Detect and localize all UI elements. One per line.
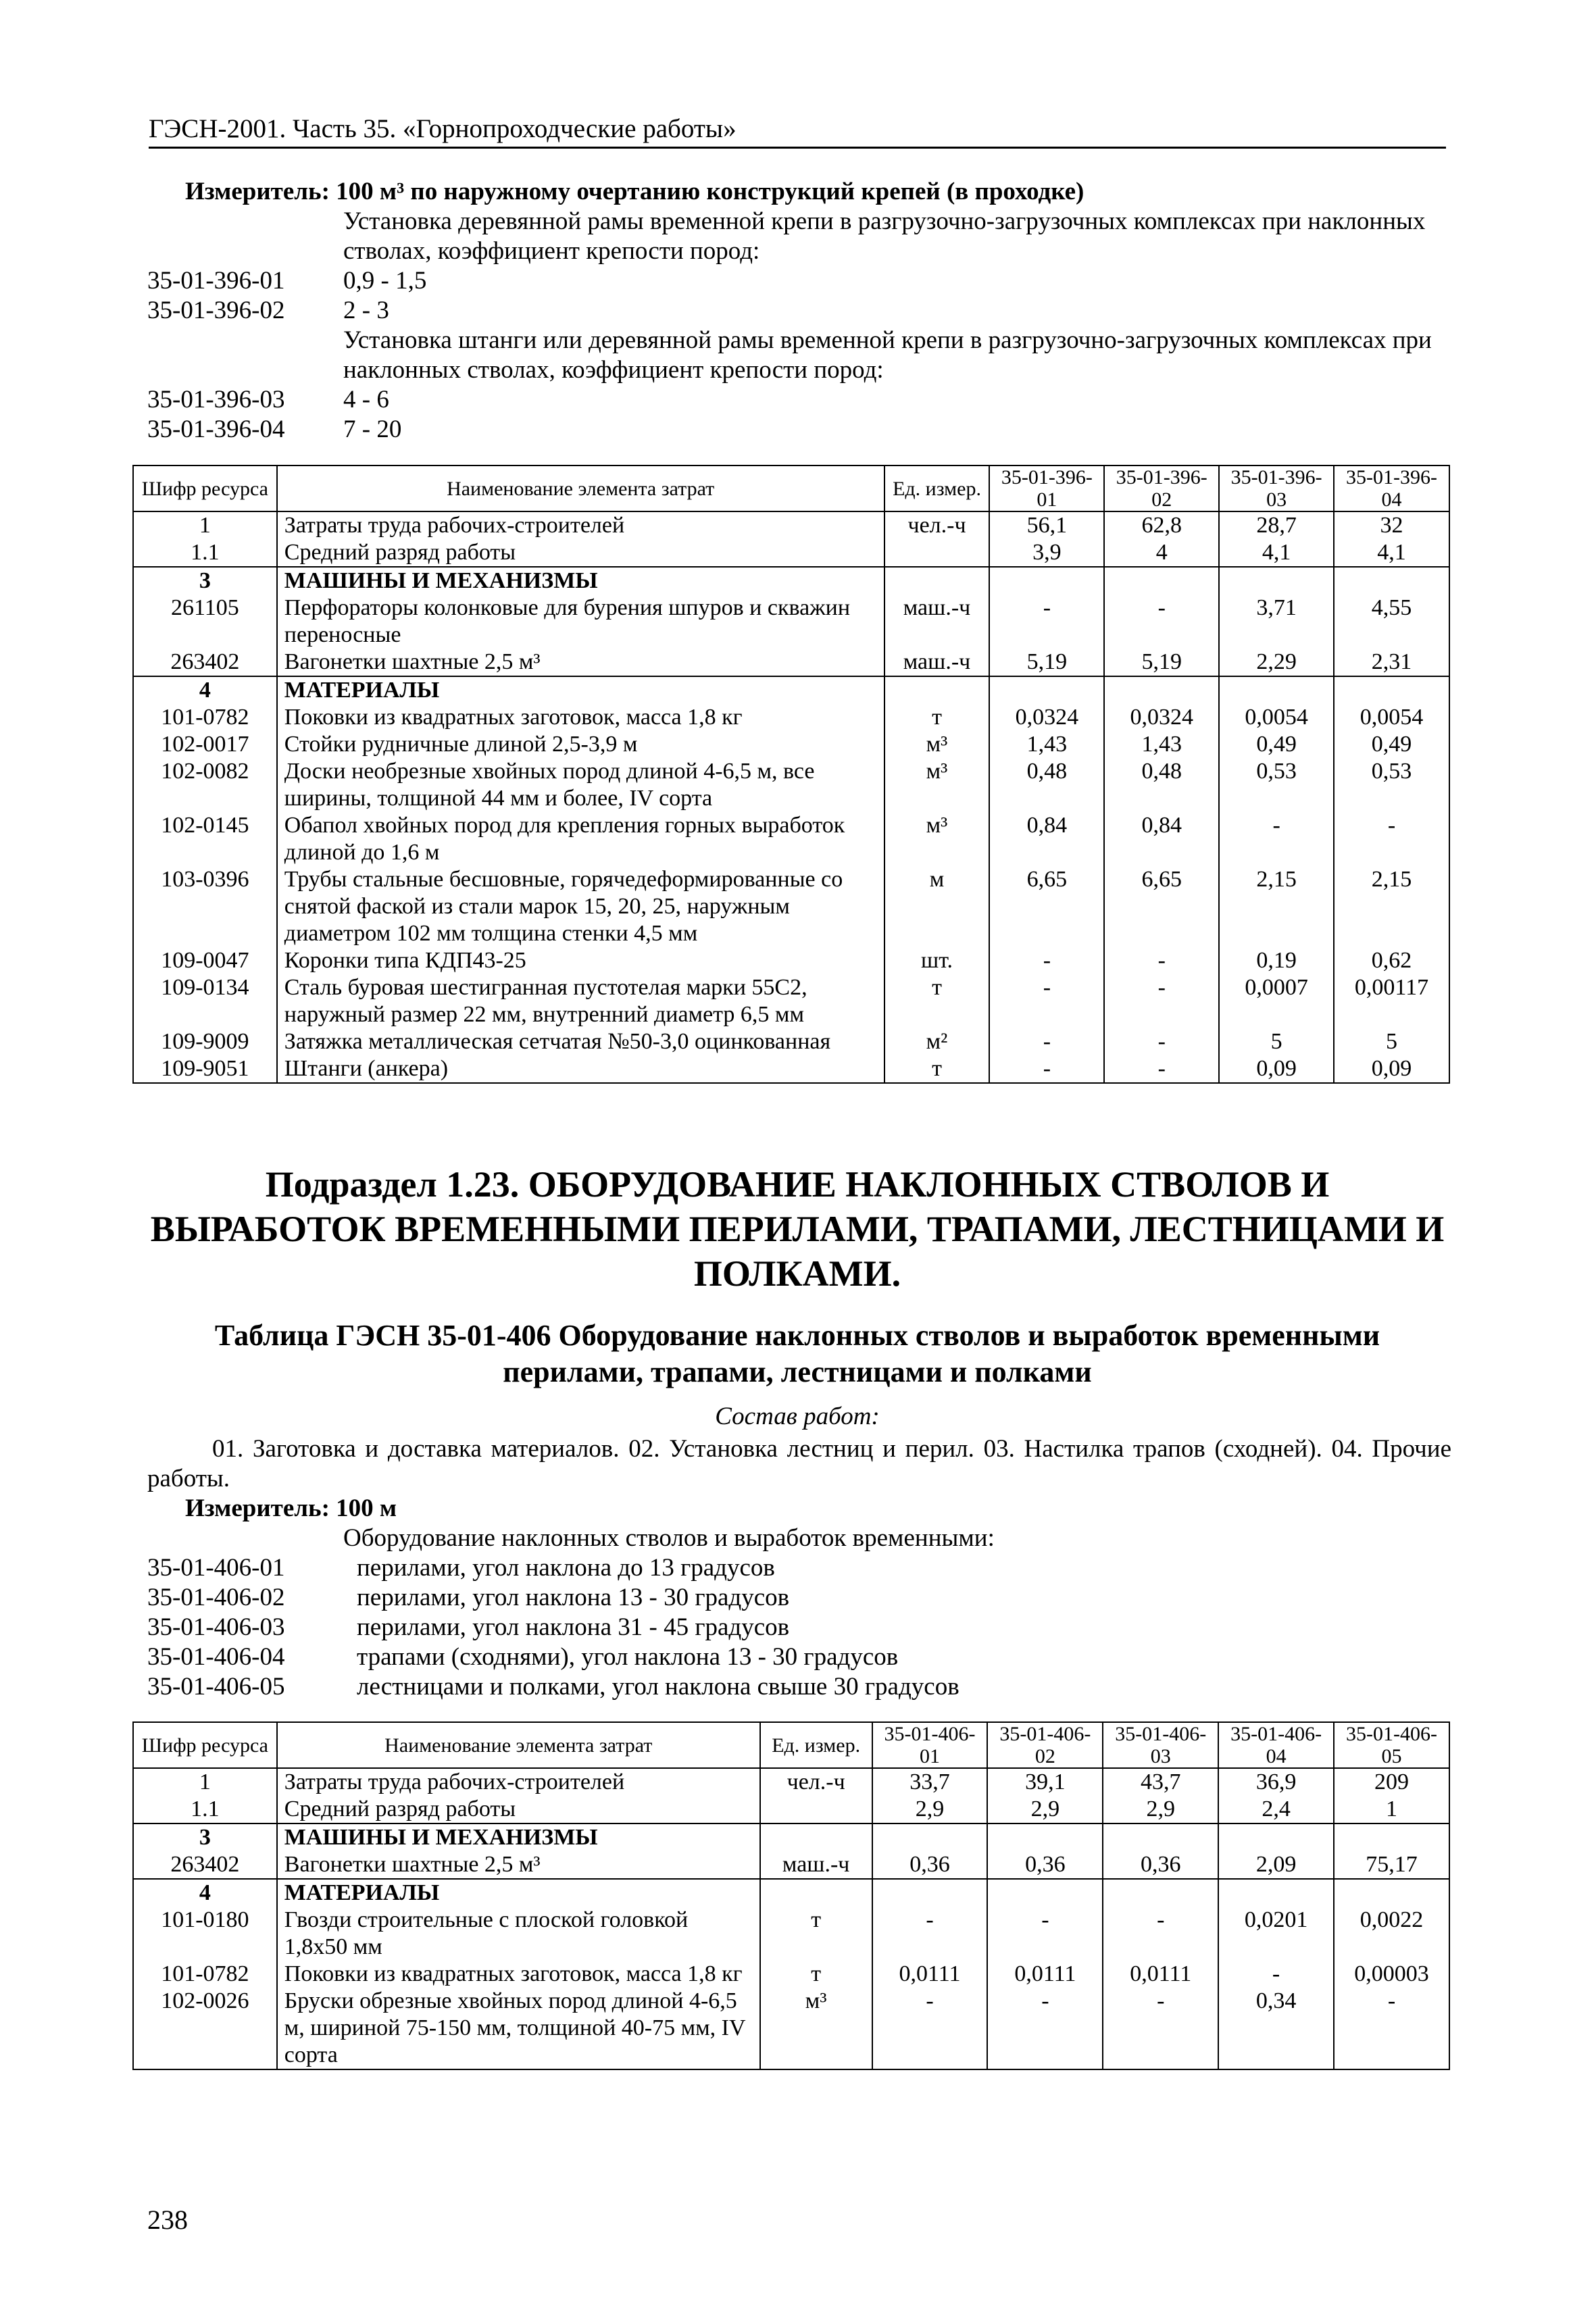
resource-code-cell: 3 xyxy=(133,1823,277,1851)
table-row xyxy=(133,1907,1449,1961)
unit-cell: т xyxy=(884,704,990,731)
code-list-item xyxy=(147,385,1451,415)
block2-rows xyxy=(147,1553,1451,1702)
value-cell: 2,9 xyxy=(872,1796,988,1823)
value-cell: 62,8 xyxy=(1104,511,1219,539)
resource-code-cell: 4 xyxy=(133,676,277,704)
unit-cell: м³ xyxy=(760,1988,872,2069)
cost-element-cell: Поковки из квадратных заготовок, масса 1,8 кг xyxy=(277,704,884,731)
norm-code: 35-01-406-01 xyxy=(147,1554,285,1582)
value-cell: 2,15 xyxy=(1334,866,1449,947)
code-list-item xyxy=(147,1553,1451,1583)
value-cell: 0,53 xyxy=(1334,758,1449,812)
unit-cell xyxy=(760,1823,872,1851)
cost-element-cell: Затраты труда рабочих-строителей xyxy=(277,1768,760,1796)
table-row xyxy=(133,1988,1449,2069)
unit-cell xyxy=(884,676,990,704)
value-cell: - xyxy=(1334,1988,1449,2069)
table-row xyxy=(133,1879,1449,1907)
table-row xyxy=(133,704,1449,731)
header-resource-code: Шифр ресурса xyxy=(133,1722,277,1768)
value-cell: 36,9 xyxy=(1218,1768,1334,1796)
unit-cell: чел.-ч xyxy=(760,1768,872,1796)
value-cell: 5 xyxy=(1219,1028,1334,1055)
unit-cell: м xyxy=(884,866,990,947)
table-row xyxy=(133,1028,1449,1055)
value-cell xyxy=(1104,676,1219,704)
norm-parameter: 2 - 3 xyxy=(343,297,389,324)
value-cell: - xyxy=(987,1907,1103,1961)
unit-cell: т xyxy=(884,974,990,1028)
value-cell xyxy=(987,1823,1103,1851)
table-title: Таблица ГЭСН 35-01-406 Оборудование наклонных стволов и выработок временными перилами, трапами, лестницами и полками xyxy=(214,1319,1380,1388)
value-cell xyxy=(1104,567,1219,595)
cost-element-cell: Затяжка металлическая сетчатая №50-3,0 оцинкованная xyxy=(277,1028,884,1055)
header-norm-column: 35-01-406-03 xyxy=(1103,1722,1218,1768)
unit-cell: м² xyxy=(884,1028,990,1055)
resource-code-cell: 1 xyxy=(133,1768,277,1796)
cost-element-cell: Стойки рудничные длиной 2,5-3,9 м xyxy=(277,731,884,758)
value-cell: - xyxy=(1104,1028,1219,1055)
unit-cell: маш.-ч xyxy=(760,1851,872,1879)
code-list-item xyxy=(147,266,1451,296)
value-cell xyxy=(1218,1879,1334,1907)
header-norm-column: 35-01-396-01 xyxy=(989,466,1104,511)
value-cell: 0,36 xyxy=(872,1851,988,1879)
norm-code: 35-01-406-04 xyxy=(147,1643,285,1671)
header-cost-element: Наименование элемента затрат xyxy=(277,466,884,511)
cost-element-cell: Средний разряд работы xyxy=(277,1796,760,1823)
code-list-item xyxy=(147,1672,1451,1702)
value-cell: 0,00003 xyxy=(1334,1961,1449,1988)
value-cell: 0,0111 xyxy=(1103,1961,1218,1988)
value-cell xyxy=(989,567,1104,595)
cost-element-cell: Затраты труда рабочих-строителей xyxy=(277,511,884,539)
value-cell: 56,1 xyxy=(989,511,1104,539)
value-cell: 1 xyxy=(1334,1796,1449,1823)
value-cell xyxy=(1218,1823,1334,1851)
value-cell xyxy=(1334,1879,1449,1907)
value-cell: 4,55 xyxy=(1334,595,1449,649)
works-composition-title: Состав работ: xyxy=(715,1403,880,1430)
table-row xyxy=(133,595,1449,649)
measure-unit-406: Измеритель: 100 м xyxy=(185,1494,397,1522)
value-cell: 0,49 xyxy=(1219,731,1334,758)
value-cell: - xyxy=(1104,974,1219,1028)
cost-element-cell: МАТЕРИАЛЫ xyxy=(277,1879,760,1907)
header-norm-column: 35-01-396-04 xyxy=(1334,466,1449,511)
value-cell: 0,19 xyxy=(1219,947,1334,974)
value-cell: 0,53 xyxy=(1219,758,1334,812)
norm-parameter: 0,9 - 1,5 xyxy=(343,267,427,295)
value-cell: - xyxy=(1104,1055,1219,1083)
value-cell: 0,36 xyxy=(1103,1851,1218,1879)
resource-code-cell: 263402 xyxy=(133,649,277,676)
page-number: 238 xyxy=(147,2205,188,2235)
header-cost-element: Наименование элемента затрат xyxy=(277,1722,760,1768)
value-cell: 0,00117 xyxy=(1334,974,1449,1028)
header-unit: Ед. измер. xyxy=(884,466,990,511)
value-cell: 0,49 xyxy=(1334,731,1449,758)
header-norm-column: 35-01-406-01 xyxy=(872,1722,988,1768)
value-cell xyxy=(987,1879,1103,1907)
value-cell: 5,19 xyxy=(989,649,1104,676)
cost-element-cell: МАШИНЫ И МЕХАНИЗМЫ xyxy=(277,1823,760,1851)
header-norm-column: 35-01-406-05 xyxy=(1334,1722,1449,1768)
value-cell xyxy=(1334,567,1449,595)
value-cell: 2,31 xyxy=(1334,649,1449,676)
works-composition-text: 01. Заготовка и доставка материалов. 02. Установка лестниц и перил. 03. Настилка трапов (сходней). 04. Прочие работы. xyxy=(147,1435,1451,1492)
value-cell xyxy=(989,676,1104,704)
group2-description: Установка штанги или деревянной рамы временной крепи в разгрузочно-загрузочных комплексах при наклонных стволах, коэффициент крепости пород: xyxy=(343,326,1432,384)
value-cell xyxy=(872,1879,988,1907)
value-cell: 0,09 xyxy=(1219,1055,1334,1083)
unit-cell: т xyxy=(884,1055,990,1083)
header-resource-code: Шифр ресурса xyxy=(133,466,277,511)
value-cell: 33,7 xyxy=(872,1768,988,1796)
resource-code-cell: 261105 xyxy=(133,595,277,649)
value-cell: - xyxy=(1334,812,1449,866)
value-cell: 5,19 xyxy=(1104,649,1219,676)
value-cell: 0,48 xyxy=(989,758,1104,812)
value-cell: - xyxy=(872,1988,988,2069)
resource-code-cell: 3 xyxy=(133,567,277,595)
cost-element-cell: Поковки из квадратных заготовок, масса 1,8 кг xyxy=(277,1961,760,1988)
cost-element-cell: Гвозди строительные с плоской головкой 1,8х50 мм xyxy=(277,1907,760,1961)
header-norm-column: 35-01-396-02 xyxy=(1104,466,1219,511)
value-cell: 2,4 xyxy=(1218,1796,1334,1823)
norms-table-396 xyxy=(132,465,1450,1084)
value-cell: 0,0111 xyxy=(987,1961,1103,1988)
unit-cell: м³ xyxy=(884,758,990,812)
norm-code: 35-01-396-04 xyxy=(147,416,285,443)
block2-description: Оборудование наклонных стволов и выработок временными: xyxy=(343,1524,995,1552)
value-cell: 2,09 xyxy=(1218,1851,1334,1879)
resource-code-cell: 4 xyxy=(133,1879,277,1907)
resource-code-cell: 102-0017 xyxy=(133,731,277,758)
value-cell: 1,43 xyxy=(989,731,1104,758)
subsection-title: Подраздел 1.23. ОБОРУДОВАНИЕ НАКЛОННЫХ СТВОЛОВ И ВЫРАБОТОК ВРЕМЕННЫМИ ПЕРИЛАМИ, ТРАПАМИ, ЛЕСТНИЦАМИ И ПОЛКАМИ. xyxy=(150,1164,1445,1294)
value-cell xyxy=(1334,676,1449,704)
table-row xyxy=(133,812,1449,866)
value-cell: 0,0324 xyxy=(1104,704,1219,731)
value-cell xyxy=(1103,1823,1218,1851)
value-cell: - xyxy=(1104,595,1219,649)
norm-parameter: лестницами и полками, угол наклона свыше 30 градусов xyxy=(357,1673,959,1701)
norm-parameter: перилами, угол наклона до 13 градусов xyxy=(357,1554,775,1582)
unit-cell xyxy=(884,567,990,595)
value-cell: 2,15 xyxy=(1219,866,1334,947)
value-cell: 3,9 xyxy=(989,539,1104,567)
value-cell: 39,1 xyxy=(987,1768,1103,1796)
value-cell: 5 xyxy=(1334,1028,1449,1055)
resource-code-cell: 1.1 xyxy=(133,1796,277,1823)
value-cell: 0,0054 xyxy=(1334,704,1449,731)
value-cell: 3,71 xyxy=(1219,595,1334,649)
table-row xyxy=(133,511,1449,539)
code-list-item xyxy=(147,1642,1451,1672)
norm-code: 35-01-406-05 xyxy=(147,1673,285,1701)
table-row xyxy=(133,1823,1449,1851)
value-cell: - xyxy=(1104,947,1219,974)
unit-cell: т xyxy=(760,1907,872,1961)
resource-code-cell: 263402 xyxy=(133,1851,277,1879)
measure-unit: Измеритель: 100 м³ по наружному очертанию конструкций крепей (в проходке) xyxy=(185,178,1084,205)
value-cell: 0,0054 xyxy=(1219,704,1334,731)
unit-cell xyxy=(884,539,990,567)
norm-code: 35-01-406-03 xyxy=(147,1613,285,1641)
norm-code: 35-01-406-02 xyxy=(147,1584,285,1611)
unit-cell: маш.-ч xyxy=(884,595,990,649)
measure-block-406 xyxy=(147,1494,1451,1702)
value-cell: 28,7 xyxy=(1219,511,1334,539)
norms-table-406 xyxy=(132,1721,1450,2070)
unit-cell: чел.-ч xyxy=(884,511,990,539)
table-row xyxy=(133,866,1449,947)
value-cell: 2,9 xyxy=(987,1796,1103,1823)
value-cell: 0,34 xyxy=(1218,1988,1334,2069)
resource-code-cell: 109-0134 xyxy=(133,974,277,1028)
table-row xyxy=(133,1055,1449,1083)
cost-element-cell: Сталь буровая шестигранная пустотелая марки 55С2, наружный размер 22 мм, внутренний диаметр 6,5 мм xyxy=(277,974,884,1028)
table-row xyxy=(133,567,1449,595)
cost-element-cell: МАШИНЫ И МЕХАНИЗМЫ xyxy=(277,567,884,595)
table-row xyxy=(133,974,1449,1028)
value-cell: 209 xyxy=(1334,1768,1449,1796)
value-cell: 2,29 xyxy=(1219,649,1334,676)
cost-element-cell: Вагонетки шахтные 2,5 м³ xyxy=(277,649,884,676)
value-cell xyxy=(1103,1879,1218,1907)
value-cell: 0,36 xyxy=(987,1851,1103,1879)
value-cell: - xyxy=(1103,1988,1218,2069)
resource-code-cell: 102-0026 xyxy=(133,1988,277,2069)
value-cell: 0,84 xyxy=(989,812,1104,866)
code-list-item xyxy=(147,415,1451,445)
cost-element-cell: Бруски обрезные хвойных пород длиной 4-6,5 м, шириной 75-150 мм, толщиной 40-75 мм, IV сорта xyxy=(277,1988,760,2069)
value-cell: - xyxy=(1218,1961,1334,1988)
group2-rows xyxy=(147,385,1451,445)
value-cell: - xyxy=(1219,812,1334,866)
unit-cell xyxy=(760,1879,872,1907)
header-norm-column: 35-01-406-02 xyxy=(987,1722,1103,1768)
group1-description: Установка деревянной рамы временной крепи в разгрузочно-загрузочных комплексах при наклонных стволах, коэффициент крепости пород: xyxy=(343,207,1426,265)
group1-rows xyxy=(147,266,1451,326)
cost-element-cell: МАТЕРИАЛЫ xyxy=(277,676,884,704)
value-cell: - xyxy=(989,974,1104,1028)
value-cell xyxy=(1219,567,1334,595)
value-cell: 43,7 xyxy=(1103,1768,1218,1796)
resource-code-cell: 103-0396 xyxy=(133,866,277,947)
unit-cell: т xyxy=(760,1961,872,1988)
value-cell: 0,84 xyxy=(1104,812,1219,866)
norm-parameter: 7 - 20 xyxy=(343,416,402,443)
header-unit: Ед. измер. xyxy=(760,1722,872,1768)
value-cell: 0,62 xyxy=(1334,947,1449,974)
table-row xyxy=(133,1768,1449,1796)
value-cell: 0,0201 xyxy=(1218,1907,1334,1961)
cost-element-cell: Обапол хвойных пород для крепления горных выработок длиной до 1,6 м xyxy=(277,812,884,866)
cost-element-cell: Штанги (анкера) xyxy=(277,1055,884,1083)
norm-parameter: трапами (сходнями), угол наклона 13 - 30 градусов xyxy=(357,1643,899,1671)
resource-code-cell: 109-9009 xyxy=(133,1028,277,1055)
value-cell: - xyxy=(1103,1907,1218,1961)
cost-element-cell: Трубы стальные бесшовные, горячедеформированные со снятой фаской из стали марок 15, 20, 25, наружным диаметром 102 мм толщина стенки 4,5 мм xyxy=(277,866,884,947)
table-row xyxy=(133,539,1449,567)
table-row xyxy=(133,758,1449,812)
header-norm-column: 35-01-396-03 xyxy=(1219,466,1334,511)
norm-parameter: перилами, угол наклона 31 - 45 градусов xyxy=(357,1613,790,1641)
value-cell xyxy=(1219,676,1334,704)
value-cell xyxy=(872,1823,988,1851)
value-cell: 0,0324 xyxy=(989,704,1104,731)
norm-parameter: 4 - 6 xyxy=(343,386,389,413)
top-measure-block xyxy=(147,177,1451,445)
resource-code-cell: 109-9051 xyxy=(133,1055,277,1083)
resource-code-cell: 1 xyxy=(133,511,277,539)
resource-code-cell: 102-0082 xyxy=(133,758,277,812)
norm-code: 35-01-396-02 xyxy=(147,297,285,324)
cost-element-cell: Средний разряд работы xyxy=(277,539,884,567)
code-list-item xyxy=(147,1613,1451,1642)
table-row xyxy=(133,1851,1449,1879)
value-cell: 2,9 xyxy=(1103,1796,1218,1823)
table-row xyxy=(133,649,1449,676)
code-list-item xyxy=(147,1583,1451,1613)
cost-element-cell: Коронки типа КДП43-25 xyxy=(277,947,884,974)
value-cell xyxy=(1334,1823,1449,1851)
table-row xyxy=(133,731,1449,758)
unit-cell xyxy=(760,1796,872,1823)
value-cell: 32 xyxy=(1334,511,1449,539)
cost-element-cell: Перфораторы колонковые для бурения шпуров и скважин переносные xyxy=(277,595,884,649)
value-cell: 6,65 xyxy=(1104,866,1219,947)
norm-code: 35-01-396-03 xyxy=(147,386,285,413)
resource-code-cell: 101-0782 xyxy=(133,1961,277,1988)
value-cell: - xyxy=(989,1028,1104,1055)
value-cell: 0,0007 xyxy=(1219,974,1334,1028)
unit-cell: м³ xyxy=(884,812,990,866)
header-norm-column: 35-01-406-04 xyxy=(1218,1722,1334,1768)
resource-code-cell: 101-0180 xyxy=(133,1907,277,1961)
value-cell: 0,48 xyxy=(1104,758,1219,812)
value-cell: 0,0022 xyxy=(1334,1907,1449,1961)
value-cell: 6,65 xyxy=(989,866,1104,947)
resource-code-cell: 102-0145 xyxy=(133,812,277,866)
value-cell: - xyxy=(987,1988,1103,2069)
norm-code: 35-01-396-01 xyxy=(147,267,285,295)
cost-element-cell: Вагонетки шахтные 2,5 м³ xyxy=(277,1851,760,1879)
resource-code-cell: 109-0047 xyxy=(133,947,277,974)
table-row xyxy=(133,947,1449,974)
value-cell: 4 xyxy=(1104,539,1219,567)
resource-code-cell: 1.1 xyxy=(133,539,277,567)
running-header: ГЭСН-2001. Часть 35. «Горнопроходческие работы» xyxy=(149,114,1446,149)
unit-cell: м³ xyxy=(884,731,990,758)
value-cell: 0,09 xyxy=(1334,1055,1449,1083)
value-cell: 1,43 xyxy=(1104,731,1219,758)
value-cell: - xyxy=(989,1055,1104,1083)
unit-cell: маш.-ч xyxy=(884,649,990,676)
value-cell: 4,1 xyxy=(1334,539,1449,567)
value-cell: - xyxy=(989,595,1104,649)
unit-cell: шт. xyxy=(884,947,990,974)
resource-code-cell: 101-0782 xyxy=(133,704,277,731)
table-row xyxy=(133,1796,1449,1823)
cost-element-cell: Доски необрезные хвойных пород длиной 4-6,5 м, все ширины, толщиной 44 мм и более, IV сорта xyxy=(277,758,884,812)
table-row xyxy=(133,1961,1449,1988)
code-list-item xyxy=(147,296,1451,326)
value-cell: 4,1 xyxy=(1219,539,1334,567)
table-row xyxy=(133,676,1449,704)
value-cell: - xyxy=(872,1907,988,1961)
value-cell: 0,0111 xyxy=(872,1961,988,1988)
value-cell: 75,17 xyxy=(1334,1851,1449,1879)
value-cell: - xyxy=(989,947,1104,974)
norm-parameter: перилами, угол наклона 13 - 30 градусов xyxy=(357,1584,790,1611)
